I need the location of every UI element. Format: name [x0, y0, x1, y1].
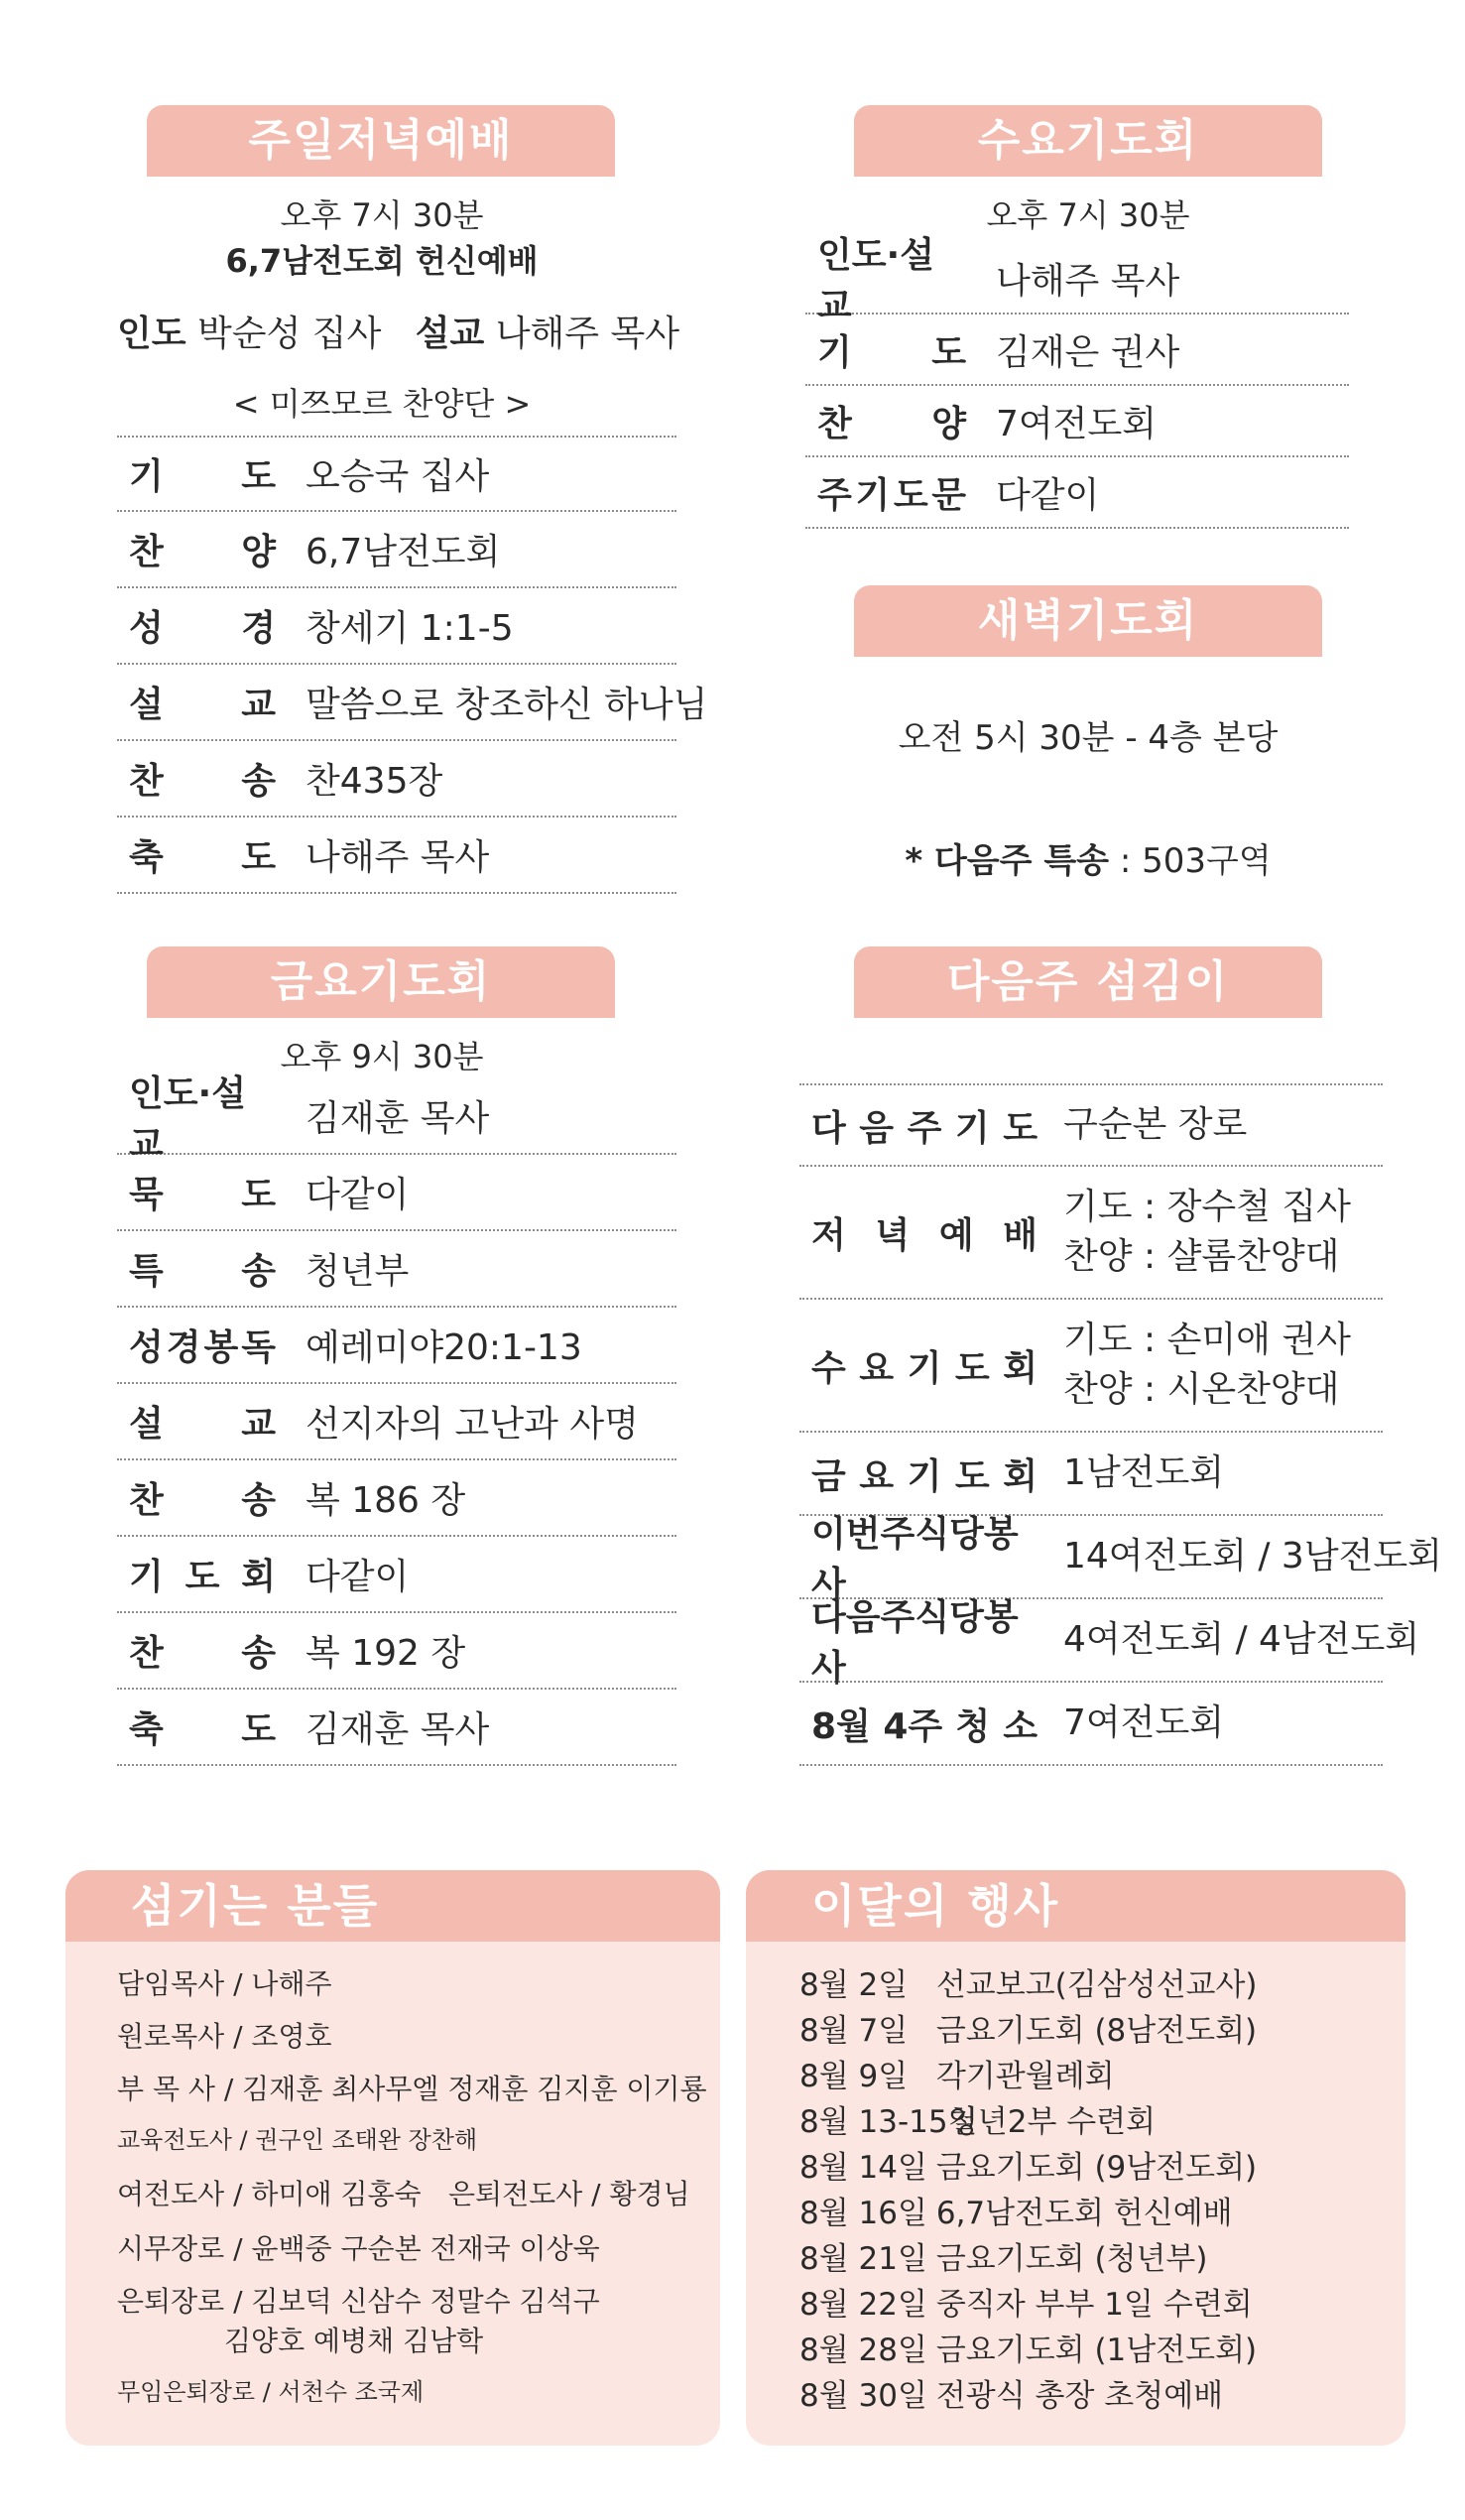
- row-label: [129, 448, 276, 499]
- row-label: [811, 1589, 1038, 1691]
- label-char: 도: [241, 1175, 276, 1215]
- servant-row: [799, 1167, 1383, 1300]
- servant-line: 원로목사 / 조영호: [117, 2020, 332, 2053]
- row-value: 다같이: [996, 474, 1100, 516]
- label-char: 문: [931, 474, 966, 516]
- row-label: [129, 1549, 276, 1599]
- event-item: [799, 2096, 1156, 2141]
- row-value: 말씀으로 창조하신 하나님: [305, 685, 708, 725]
- row-value: 다같이: [305, 1175, 410, 1215]
- servant-row: [799, 1514, 1442, 1605]
- row-value: [1063, 1316, 1351, 1415]
- label-char: 송: [241, 1480, 276, 1521]
- event-date: 8월 22일: [799, 2287, 927, 2323]
- row-value-line: 찬양 : 시온찬양대: [1063, 1369, 1340, 1410]
- program-row: [805, 457, 1349, 529]
- event-item: [799, 2325, 1257, 2369]
- servant-row: [799, 1300, 1383, 1433]
- program-row: [117, 588, 676, 665]
- row-label: [129, 1396, 276, 1447]
- label-char: 기: [129, 1557, 164, 1597]
- label-char: 도: [184, 1557, 220, 1597]
- servant-line: 담임목사 / 나해주: [117, 1967, 332, 2000]
- program-row: [805, 386, 1349, 457]
- program-row: [117, 1072, 676, 1165]
- label-char: 수: [811, 1347, 846, 1389]
- sunday-evening-title: 주일저녁예배: [147, 105, 615, 177]
- row-value: 청년부: [305, 1251, 410, 1292]
- events-panel: [746, 1870, 1405, 2446]
- event-date: 8월 14일: [799, 2150, 927, 2186]
- program-row: [117, 512, 676, 588]
- events-title: 이달의 행사: [746, 1870, 1405, 1942]
- label-char: 송: [241, 761, 276, 802]
- label-char: 기: [954, 1107, 990, 1149]
- row-label: [817, 324, 966, 375]
- preacher-name: 나해주 목사: [495, 314, 680, 354]
- servant-line: 여전도사 / 하미애 김홍숙: [117, 2178, 422, 2210]
- label-char: 녁: [875, 1214, 911, 1256]
- preacher-label: 설교: [415, 314, 485, 354]
- row-value-line: 기도 : 장수철 집사: [1063, 1187, 1351, 1227]
- program-row: [117, 665, 708, 741]
- row-label: [811, 1100, 1038, 1151]
- event-text: 금요기도회 (청년부): [935, 2241, 1208, 2277]
- event-text: 6,7남전도회 헌신예배: [935, 2196, 1233, 2231]
- row-value-line: 14여전도회 / 3남전도회: [1063, 1536, 1442, 1576]
- row-label: [811, 1207, 1038, 1258]
- program-row: [805, 315, 1349, 386]
- dawn-special-label: * 다음주 특송: [905, 841, 1110, 881]
- row-label: [129, 1320, 276, 1370]
- label-char: 송: [241, 1251, 276, 1292]
- event-date: 8월 13-15일: [799, 2104, 978, 2140]
- servant-row: [799, 1597, 1420, 1689]
- label-char: 도: [931, 331, 966, 373]
- dawn-special-value: : 503구역: [1109, 841, 1272, 881]
- next-week-title: 다음주 섬김이: [854, 946, 1322, 1018]
- row-value: 찬435장: [305, 761, 443, 802]
- label-char: 경: [166, 1327, 201, 1368]
- row-value-line: 7여전도회: [1063, 1702, 1225, 1743]
- label-char: 특: [129, 1251, 164, 1292]
- event-date: 8월 30일: [799, 2378, 927, 2414]
- row-value: [1063, 1615, 1419, 1665]
- label-char: 축: [129, 1709, 164, 1750]
- event-item: [799, 2005, 1257, 2050]
- label-char: 음: [859, 1107, 895, 1149]
- label-char: 배: [1003, 1214, 1038, 1256]
- label-char: 도: [893, 474, 928, 516]
- label-char: 묵: [129, 1175, 164, 1215]
- event-item: [799, 2188, 1233, 2232]
- label-char: 찬: [129, 532, 164, 572]
- label-char: 이번주식당봉사: [811, 1514, 1019, 1605]
- label-char: 찬: [129, 1480, 164, 1521]
- row-value-line: 기도 : 손미애 권사: [1063, 1320, 1351, 1360]
- label-char: 성: [129, 608, 164, 649]
- servant-line: 김양호 예병채 김남학: [224, 2325, 484, 2357]
- servant-line: 은퇴장로 / 김보덕 신삼수 정말수 김석구: [117, 2285, 600, 2318]
- row-label: [129, 677, 276, 727]
- label-char: 경: [241, 608, 276, 649]
- friday-title: 금요기도회: [147, 946, 615, 1018]
- event-date: 8월 9일: [799, 2059, 909, 2094]
- event-text: 금요기도회 (9남전도회): [935, 2150, 1258, 2186]
- event-date: 8월 21일: [799, 2241, 927, 2277]
- label-char: 도: [241, 1709, 276, 1750]
- label-char: 축: [129, 837, 164, 878]
- label-char: 도: [1003, 1107, 1038, 1149]
- friday-time: 오후 9시 30분: [280, 1038, 484, 1075]
- row-label: [129, 600, 276, 651]
- label-char: 주: [907, 1107, 942, 1149]
- label-char: 주: [817, 474, 852, 516]
- servants-title: 섬기는 분들: [65, 1870, 720, 1942]
- label-char: 소: [1003, 1705, 1038, 1747]
- sunday-evening-subtitle: 6,7남전도회 헌신예배: [225, 242, 539, 280]
- label-char: 기: [817, 331, 852, 373]
- dawn-time: 오전 5시 30분 - 4층 본당: [898, 718, 1279, 758]
- leader-name: 박순성 집사: [197, 314, 382, 354]
- event-date: 8월 16일: [799, 2196, 927, 2231]
- event-item: [799, 2370, 1223, 2415]
- row-label: [811, 1699, 1038, 1749]
- label-char: 설: [129, 1404, 164, 1445]
- program-row: [117, 1384, 676, 1460]
- event-item: [799, 2279, 1253, 2324]
- event-text: 금요기도회 (1남전도회): [935, 2332, 1258, 2368]
- row-label: [129, 1167, 276, 1217]
- program-row: [117, 1460, 676, 1537]
- servant-line: 교육전도사 / 권구인 조태완 장찬해: [117, 2126, 478, 2154]
- servant-row: [799, 1433, 1383, 1516]
- wednesday-title: 수요기도회: [854, 105, 1322, 177]
- label-char: 교: [241, 685, 276, 725]
- label-char: 예: [938, 1214, 974, 1256]
- label-char: 회: [1003, 1347, 1038, 1389]
- row-value: 다같이: [305, 1557, 410, 1597]
- label-char: 회: [241, 1557, 276, 1597]
- label-char: 요: [859, 1455, 895, 1497]
- row-value: 6,7남전도회: [305, 532, 501, 572]
- label-char: 송: [241, 1633, 276, 1674]
- row-value: 김재훈 목사: [305, 1709, 490, 1750]
- label-char: 도: [241, 837, 276, 878]
- event-date: 8월 28일: [799, 2332, 927, 2368]
- label-char: 기: [855, 474, 891, 516]
- sunday-evening-choir: < 미쯔모르 찬양단 >: [232, 385, 532, 423]
- row-label: [129, 829, 276, 880]
- label-char: 찬: [129, 1633, 164, 1674]
- row-label: [811, 1449, 1038, 1499]
- row-value: 복 192 장: [305, 1633, 466, 1674]
- servants-panel: [65, 1870, 720, 2446]
- row-label: [811, 1340, 1038, 1391]
- row-label: [129, 1472, 276, 1523]
- label-char: 다: [811, 1107, 846, 1149]
- event-item: [799, 2233, 1207, 2278]
- label-char: 다음주식당봉사: [811, 1597, 1019, 1689]
- row-value: [1063, 1699, 1224, 1748]
- dawn-title: 새벽기도회: [854, 585, 1322, 657]
- label-char: 찬: [817, 403, 852, 444]
- servant-row: [799, 1083, 1383, 1167]
- event-date: 8월 7일: [799, 2013, 909, 2049]
- servant-line: 시무장로 / 윤백중 구순본 전재국 이상욱: [117, 2232, 600, 2265]
- sunday-evening-time: 오후 7시 30분: [280, 196, 484, 234]
- row-value: 창세기 1:1-5: [305, 608, 514, 649]
- wednesday-time: 오후 7시 30분: [986, 196, 1190, 234]
- sunday-evening-leader-line: [117, 306, 680, 356]
- program-row: [805, 235, 1349, 326]
- event-item: [799, 2142, 1257, 2187]
- row-label: [129, 1625, 276, 1676]
- label-char: 인도·설교: [129, 1072, 247, 1165]
- label-char: 인도·설교: [817, 235, 935, 326]
- label-char: 기: [907, 1347, 942, 1389]
- label-char: 찬: [129, 761, 164, 802]
- label-char: 설: [129, 685, 164, 725]
- row-label: [817, 227, 966, 328]
- row-value: [1063, 1183, 1351, 1282]
- row-value: 나해주 목사: [305, 837, 490, 878]
- label-char: 청: [955, 1705, 991, 1747]
- event-text: 금요기도회 (8남전도회): [935, 2013, 1258, 2049]
- row-value: [1063, 1100, 1247, 1150]
- event-text: 청년2부 수련회: [947, 2104, 1157, 2140]
- row-value: 7여전도회: [996, 403, 1158, 444]
- servant-row: [799, 1683, 1383, 1766]
- servant-line: 부 목 사 / 김재훈 최사무엘 정재훈 김지훈 이기룡: [117, 2073, 707, 2105]
- row-value: 복 186 장: [305, 1480, 466, 1521]
- label-char: 양: [931, 403, 966, 444]
- event-item: [799, 2051, 1115, 2095]
- row-value: 선지자의 고난과 사명: [305, 1404, 639, 1445]
- dawn-special: [805, 833, 1371, 882]
- servant-line: 무임은퇴장로 / 서천수 조국제: [117, 2378, 425, 2406]
- event-text: 선교보고(김삼성선교사): [935, 1967, 1258, 2003]
- program-row: [117, 1690, 676, 1766]
- row-value: 예레미야20:1-13: [305, 1327, 582, 1368]
- row-value-line: 찬양 : 샬롬찬양대: [1063, 1236, 1340, 1277]
- row-value: 나해주 목사: [996, 260, 1180, 302]
- event-text: 각기관월례회: [935, 2059, 1115, 2094]
- row-value: 오승국 집사: [305, 456, 490, 497]
- label-char: 금: [811, 1455, 846, 1497]
- label-char: 도: [954, 1347, 990, 1389]
- program-row: [117, 741, 676, 818]
- label-char: 기: [129, 456, 164, 497]
- servant-line: 은퇴전도사 / 황경님: [448, 2178, 690, 2210]
- row-label: [817, 467, 966, 518]
- event-item: [799, 1959, 1258, 2004]
- label-char: 요: [859, 1347, 895, 1389]
- row-value: [1063, 1449, 1224, 1498]
- row-value-line: 4여전도회 / 4남전도회: [1063, 1619, 1420, 1660]
- row-value-line: 구순본 장로: [1063, 1104, 1248, 1145]
- row-label: [129, 1243, 276, 1294]
- program-row: [117, 1231, 676, 1308]
- program-row: [117, 1155, 676, 1231]
- program-row: [117, 818, 676, 894]
- label-char: 교: [241, 1404, 276, 1445]
- program-row: [117, 1613, 676, 1690]
- row-label: [817, 396, 966, 446]
- row-value: 김재훈 목사: [305, 1098, 490, 1139]
- label-char: 저: [811, 1214, 846, 1256]
- row-value: [1063, 1532, 1442, 1581]
- program-row: [117, 436, 676, 512]
- label-char: 봉: [203, 1327, 239, 1368]
- row-label: [129, 1701, 276, 1752]
- label-char: 8월 4주: [811, 1705, 943, 1747]
- row-value: 김재은 권사: [996, 331, 1180, 373]
- row-label: [129, 524, 276, 574]
- label-char: 도: [954, 1455, 990, 1497]
- label-char: 기: [907, 1455, 942, 1497]
- label-char: 성: [129, 1327, 164, 1368]
- event-date: 8월 2일: [799, 1967, 909, 2003]
- event-text: 전광식 총장 초청예배: [935, 2378, 1224, 2414]
- program-row: [117, 1308, 676, 1384]
- label-char: 도: [241, 456, 276, 497]
- label-char: 독: [241, 1327, 276, 1368]
- label-char: 회: [1003, 1455, 1038, 1497]
- row-value-line: 1남전도회: [1063, 1452, 1225, 1493]
- program-row: [117, 1537, 676, 1613]
- label-char: 양: [241, 532, 276, 572]
- row-label: [129, 753, 276, 804]
- leader-label: 인도: [117, 314, 186, 354]
- row-label: [129, 1066, 276, 1167]
- event-text: 중직자 부부 1일 수련회: [935, 2287, 1253, 2323]
